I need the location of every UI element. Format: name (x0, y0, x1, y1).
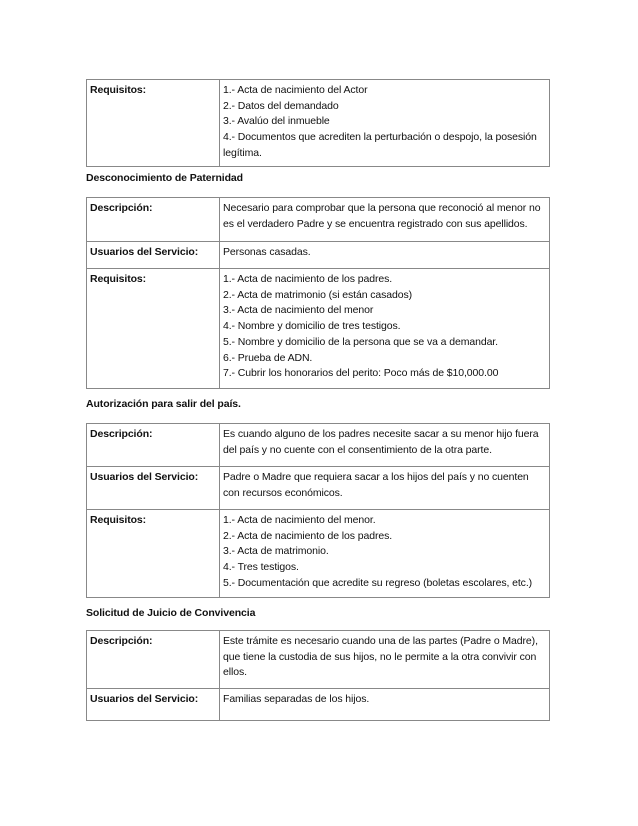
row-value (220, 198, 550, 242)
value-line: 1.- Acta de nacimiento del Actor (223, 84, 368, 96)
value-line: 4.- Nombre y domicilio de tres testigos. (223, 320, 401, 333)
section-title: Solicitud de Juicio de Convivencia (86, 607, 256, 619)
value-line: que tiene la custodia de sus hijos, no le permite a la otra convivir con (223, 650, 537, 663)
value-line: 3.- Acta de nacimiento del menor (223, 304, 374, 317)
row-label: Usuarios del Servicio: (87, 689, 220, 721)
row-label: Usuarios del Servicio: (87, 467, 220, 510)
table-row (87, 80, 550, 167)
row-label: Usuarios del Servicio: (87, 242, 220, 269)
value-line: 4.- Tres testigos. (223, 561, 299, 574)
row-value (220, 467, 550, 510)
value-line: 2.- Datos del demandado (223, 99, 339, 112)
value-line: 1.- Acta de nacimiento del menor. (223, 514, 376, 526)
table-row (87, 242, 550, 269)
row-value (220, 424, 550, 467)
section-title: Desconocimiento de Paternidad (86, 172, 243, 184)
table-row (87, 689, 550, 721)
value-line: 3.- Acta de matrimonio. (223, 545, 329, 558)
requirements-table-1 (86, 79, 550, 167)
value-line: ellos. (223, 666, 247, 679)
value-line: Familias separadas de los hijos. (223, 693, 370, 705)
section-title: Autorización para salir del país. (86, 398, 241, 410)
value-line: 4.- Documentos que acrediten la perturbación o despojo, la posesión (223, 131, 537, 144)
value-line: 5.- Nombre y domicilio de la persona que se va a demandar. (223, 335, 498, 348)
row-label: Requisitos: (87, 269, 220, 389)
table-row (87, 198, 550, 242)
row-label: Requisitos: (87, 510, 220, 598)
requirements-table-3 (86, 423, 550, 598)
value-line: del país y no cuente con el consentimiento de la otra parte. (223, 443, 492, 456)
row-label: Descripción: (87, 631, 220, 689)
table-row (87, 269, 550, 389)
table-row (87, 510, 550, 598)
row-value (220, 510, 550, 598)
row-label: Descripción: (87, 424, 220, 467)
row-value (220, 80, 550, 167)
value-line: con recursos económicos. (223, 486, 343, 499)
requirements-table-4 (86, 630, 550, 721)
requirements-table-2 (86, 197, 550, 389)
value-line: 2.- Acta de matrimonio (si están casados) (223, 288, 413, 301)
table-row (87, 467, 550, 510)
row-value (220, 242, 550, 269)
row-label: Descripción: (87, 198, 220, 242)
value-line: 2.- Acta de nacimiento de los padres. (223, 529, 393, 542)
row-value (220, 269, 550, 389)
value-line: 6.- Prueba de ADN. (223, 351, 313, 364)
value-line: legítima. (223, 146, 262, 159)
value-line: es el verdadero Padre y se encuentra registrado con sus apellidos. (223, 217, 528, 230)
value-line: 5.- Documentación que acredite su regreso (boletas escolares, etc.) (223, 576, 533, 589)
row-value (220, 631, 550, 689)
value-line: Personas casadas. (223, 246, 311, 258)
row-label: Requisitos: (87, 80, 220, 167)
value-line: 1.- Acta de nacimiento de los padres. (223, 273, 393, 285)
value-line: Padre o Madre que requiera sacar a los hijos del país y no cuenten (223, 471, 529, 483)
value-line: Necesario para comprobar que la persona que reconoció al menor no (223, 202, 541, 214)
value-line: 3.- Avalúo del inmueble (223, 115, 330, 128)
value-line: 7.- Cubrir los honorarios del perito: Poco más de $10,000.00 (223, 367, 499, 380)
value-line: Este trámite es necesario cuando una de las partes (Padre o Madre), (223, 635, 538, 647)
table-row (87, 424, 550, 467)
table-row (87, 631, 550, 689)
row-value (220, 689, 550, 721)
value-line: Es cuando alguno de los padres necesite sacar a su menor hijo fuera (223, 428, 539, 440)
